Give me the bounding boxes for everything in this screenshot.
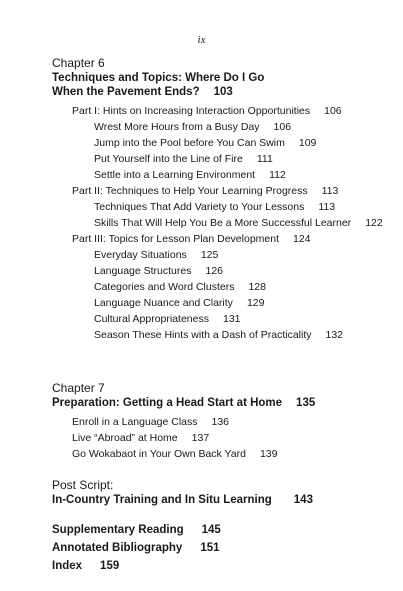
postscript-label: Post Script: [52,478,114,492]
postscript-page: 143 [293,494,313,506]
toc-entry-title: Techniques That Add Variety to Your Lessons [94,201,305,213]
chapter-7-section [52,381,383,462]
chapter-7-title-text: Preparation: Getting a Head Start at Home [52,397,283,409]
toc-entry [52,119,383,135]
back-matter-title: Supplementary Reading [52,524,184,536]
toc-entry [52,247,383,263]
toc-entry-title: Settle into a Learning Environment [94,169,256,181]
chapter-6-section [52,56,383,343]
toc-entry [52,311,383,327]
toc-entry-page: 106 [273,121,292,133]
toc-entry [52,167,383,183]
back-matter-entry [52,521,383,539]
back-matter-title: Index [52,560,83,572]
toc-entry-title: Part II: Techniques to Help Your Learning Progress [72,185,308,197]
table-of-contents [52,56,383,575]
toc-entry [52,327,383,343]
toc-entry [52,263,383,279]
page-number: ix [197,34,206,46]
spacer [52,343,383,381]
toc-entry [52,231,383,247]
toc-entry-title: Put Yourself into the Line of Fire [94,153,243,165]
toc-entry [52,295,383,311]
chapter-6-label: Chapter 6 [52,56,105,70]
toc-entry-page: 132 [325,329,344,341]
chapter-6-title-text: When the Pavement Ends? [52,86,200,98]
toc-entry-page: 124 [293,233,311,245]
toc-entry [52,279,383,295]
postscript-section [52,478,383,507]
chapter-7-entries [52,414,383,462]
chapter-6-entries [52,103,383,343]
toc-entry-page: 122 [365,217,383,229]
chapter-6-title-line2 [52,85,383,99]
toc-entry-page: 128 [248,281,266,293]
back-matter-page: 159 [100,560,120,572]
toc-entry [52,414,383,430]
toc-entry-page: 136 [211,416,230,428]
toc-entry-title: Everyday Situations [94,249,187,261]
toc-entry [52,135,383,151]
toc-entry-page: 113 [321,185,339,197]
toc-entry-title: Go Wokabaot in Your Own Back Yard [72,448,246,460]
toc-entry-title: Part III: Topics for Lesson Plan Development [72,233,279,245]
toc-entry-title: Wrest More Hours from a Busy Day [94,121,260,133]
back-matter-page: 151 [200,542,220,554]
toc-entry-page: 111 [256,153,273,165]
toc-entry-title: Skills That Will Help You Be a More Successful Learner [94,217,352,229]
chapter-6-title-line1: Techniques and Topics: Where Do I Go [52,72,265,84]
toc-entry [52,446,383,462]
toc-entry-page: 113 [318,201,336,213]
toc-entry-title: Part I: Hints on Increasing Interaction Opportunities [72,105,311,117]
spacer [52,462,383,478]
toc-entry-page: 126 [205,265,224,277]
toc-entry-title: Jump into the Pool before You Can Swim [94,137,285,149]
toc-entry-page: 112 [269,169,286,181]
toc-entry-title: Season These Hints with a Dash of Practicality [94,329,312,341]
back-matter-entry [52,539,383,557]
chapter-7-page: 135 [296,397,316,409]
toc-entry-title: Language Structures [94,265,192,277]
toc-entry-title: Cultural Appropriateness [94,313,209,325]
back-matter-entry [52,557,383,575]
toc-entry-title: Enroll in a Language Class [72,416,198,428]
toc-entry-page: 129 [246,297,265,309]
toc-entry-title: Live “Abroad” at Home [72,432,178,444]
back-matter-title: Annotated Bibliography [52,542,183,554]
toc-entry [52,199,383,215]
toc-entry-page: 106 [324,105,342,117]
toc-entry [52,151,383,167]
toc-entry-title: Categories and Word Clusters [94,281,235,293]
toc-entry-title: Language Nuance and Clarity [94,297,233,309]
toc-entry-page: 137 [191,432,210,444]
toc-entry [52,430,383,446]
toc-entry [52,103,383,119]
postscript-title-text: In-Country Training and In Situ Learning [52,494,272,506]
toc-entry-page: 139 [259,448,278,460]
spacer [52,507,383,521]
chapter-7-label: Chapter 7 [52,381,105,395]
chapter-6-page: 103 [213,86,233,98]
toc-entry-page: 131 [222,313,241,325]
back-matter [52,521,383,575]
back-matter-page: 145 [201,524,221,536]
toc-entry [52,183,383,199]
chapter-7-title [52,396,383,410]
toc-entry-page: 125 [200,249,219,261]
postscript-title [52,493,383,507]
toc-entry-page: 109 [298,137,317,149]
toc-entry [52,215,383,231]
